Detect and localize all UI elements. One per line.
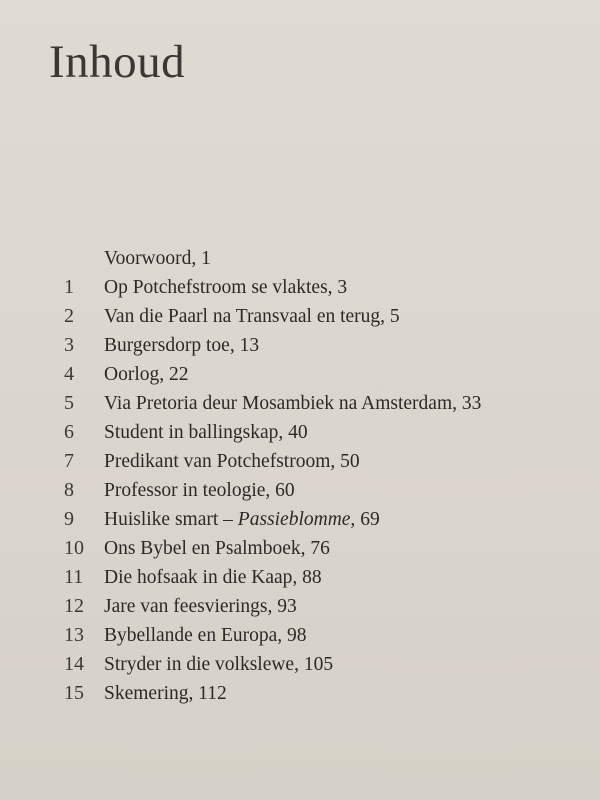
toc-entry-italic-title: Passieblomme, (237, 509, 356, 530)
toc-entry-number: 15 (64, 682, 84, 704)
toc-entry-text (104, 331, 259, 360)
toc-entry (0, 679, 600, 708)
toc-entry-title: Student in ballingskap, 40 (104, 422, 308, 443)
toc-entry-text (104, 302, 400, 331)
toc-entry (0, 592, 600, 621)
toc-entry (0, 389, 600, 418)
toc-entry (0, 563, 600, 592)
toc-entry (0, 418, 600, 447)
toc-entry-title: Die hofsaak in die Kaap, 88 (104, 567, 322, 588)
toc-entry-title: Skemering, 112 (104, 683, 227, 704)
toc-entry-number: 3 (64, 334, 74, 356)
toc-entry-number: 12 (64, 595, 84, 617)
toc-entry-title: Op Potchefstroom se vlaktes, 3 (104, 277, 348, 298)
toc-entry-title: Predikant van Potchefstroom, 50 (104, 451, 360, 472)
toc-entry-number: 2 (64, 305, 74, 327)
toc-entry-title: Oorlog, 22 (104, 364, 189, 385)
toc-entry-text (104, 621, 307, 650)
toc-entry (0, 360, 600, 389)
toc-entry-text (104, 389, 481, 418)
page-title: Inhoud (49, 36, 186, 88)
toc-entry-number: 10 (64, 537, 84, 559)
toc-entry-page: 69 (355, 509, 380, 530)
toc-entry-number: 8 (64, 479, 74, 501)
toc-entry-title: Jare van feesvierings, 93 (104, 596, 297, 617)
toc-entry-number: 9 (64, 508, 74, 530)
toc-entry-title: Voorwoord, 1 (104, 248, 211, 269)
toc-entry (0, 244, 600, 273)
toc-entry (0, 476, 600, 505)
table-of-contents (0, 244, 600, 708)
toc-entry-text (104, 534, 330, 563)
toc-entry-title: Professor in teologie, 60 (104, 480, 295, 501)
toc-entry-text (104, 447, 360, 476)
toc-entry-number: 14 (64, 653, 84, 675)
toc-entry-title: Huislike smart – (104, 509, 238, 530)
toc-entry-number: 1 (64, 276, 74, 298)
toc-entry (0, 621, 600, 650)
toc-entry-number: 5 (64, 392, 74, 414)
toc-entry-text (104, 244, 211, 273)
toc-entry-title: Via Pretoria deur Mosambiek na Amsterdam, 33 (104, 393, 482, 414)
toc-entry-text (104, 360, 189, 389)
toc-entry (0, 302, 600, 331)
toc-entry (0, 331, 600, 360)
toc-entry-number: 11 (64, 566, 84, 588)
toc-entry-number: 13 (64, 624, 84, 646)
toc-entry-number: 6 (64, 421, 74, 443)
toc-entry (0, 505, 600, 534)
toc-entry (0, 534, 600, 563)
toc-entry-text (104, 505, 380, 534)
toc-entry-text (104, 679, 227, 708)
toc-entry-text (104, 592, 297, 621)
toc-entry-text (104, 563, 322, 592)
toc-entry-text (104, 650, 333, 679)
toc-entry-number: 4 (64, 363, 74, 385)
toc-entry-title: Ons Bybel en Psalmboek, 76 (104, 538, 330, 559)
toc-entry (0, 273, 600, 302)
toc-entry (0, 447, 600, 476)
toc-entry-text (104, 476, 295, 505)
toc-entry (0, 650, 600, 679)
toc-entry-title: Bybellande en Europa, 98 (104, 625, 307, 646)
toc-entry-text (104, 418, 308, 447)
toc-entry-title: Van die Paarl na Transvaal en terug, 5 (104, 306, 400, 327)
toc-entry-title: Burgersdorp toe, 13 (104, 335, 260, 356)
toc-entry-title: Stryder in die volkslewe, 105 (104, 654, 334, 675)
toc-entry-number: 7 (64, 450, 74, 472)
toc-entry-text (104, 273, 347, 302)
